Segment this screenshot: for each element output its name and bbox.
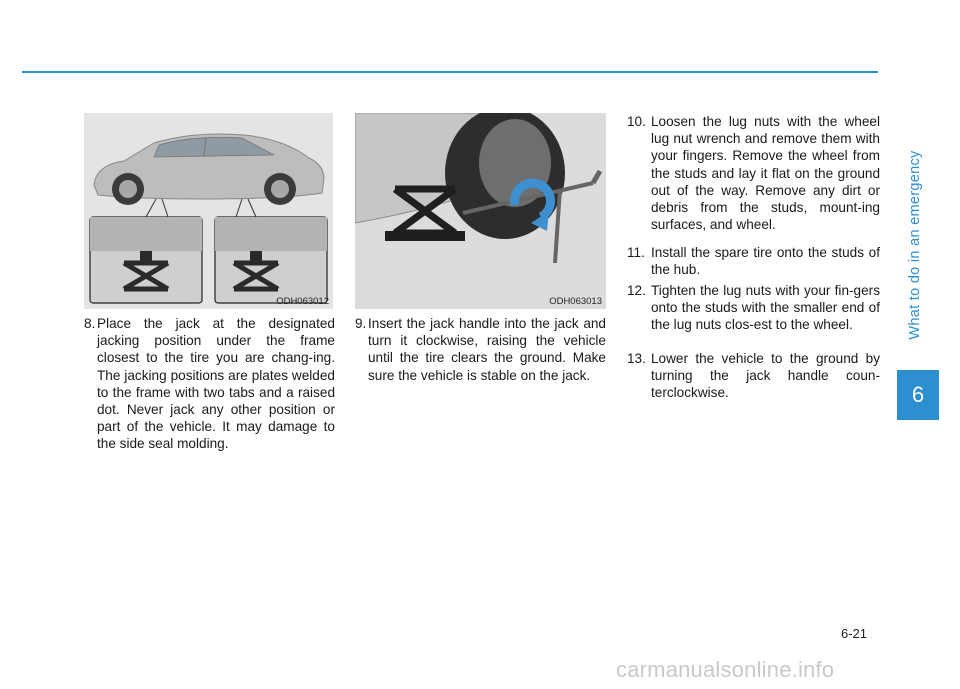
- page-number: 6-21: [841, 626, 868, 641]
- step-text: Place the jack at the designated jacking position under the frame closest to the tire you are chang-ing. The jacking positions are plates welded to the frame with two tabs and a raised dot. Never jack any other position or part of the vehicle. It may damage to the side seal molding.: [97, 316, 335, 452]
- figure-jacking-position: [84, 113, 333, 309]
- step-text: Tighten the lug nuts with your fin-gers onto the studs with the smaller end of the lug nuts clos-est to the wheel.: [651, 283, 880, 333]
- figure-code: ODH063012: [276, 296, 329, 307]
- step-text: Install the spare tire onto the studs of the hub.: [651, 245, 880, 278]
- step-12: [627, 282, 880, 334]
- step-number: 9.: [355, 316, 367, 331]
- step-11: [627, 244, 880, 278]
- step-text: Lower the vehicle to the ground by turning the jack handle coun-terclockwise.: [651, 351, 880, 401]
- jacking-position-illustration: [84, 113, 333, 309]
- step-number: 10.: [627, 114, 646, 129]
- watermark: carmanualsonline.info: [616, 657, 835, 682]
- step-number: 8.: [84, 316, 96, 331]
- step-number: 13.: [627, 351, 646, 366]
- chapter-tab: 6: [897, 370, 939, 420]
- section-title-text: What to do in an emergency: [907, 150, 923, 340]
- jack-handle-illustration: [355, 113, 606, 309]
- step-text: Loosen the lug nuts with the wheel lug nut wrench and remove them with your fingers. Remove the wheel from the studs and lay it flat on the ground out of the way. Remove any dirt or debris from the studs, mount-ing surfaces, and wheel.: [651, 114, 880, 233]
- section-side-title: [890, 130, 940, 360]
- step-10: [627, 113, 880, 233]
- step-8: [84, 315, 335, 453]
- step-text: Insert the jack handle into the jack and turn it clockwise, raising the vehicle until the tire clears the ground. Make sure the vehicle is stable on the jack.: [368, 316, 606, 383]
- step-number: 11.: [627, 245, 645, 260]
- step-number: 12.: [627, 283, 646, 298]
- figure-jack-handle: [355, 113, 606, 309]
- step-13: [627, 350, 880, 402]
- step-9: [355, 315, 606, 384]
- header-rule: [22, 71, 878, 73]
- figure-code: ODH063013: [549, 296, 602, 307]
